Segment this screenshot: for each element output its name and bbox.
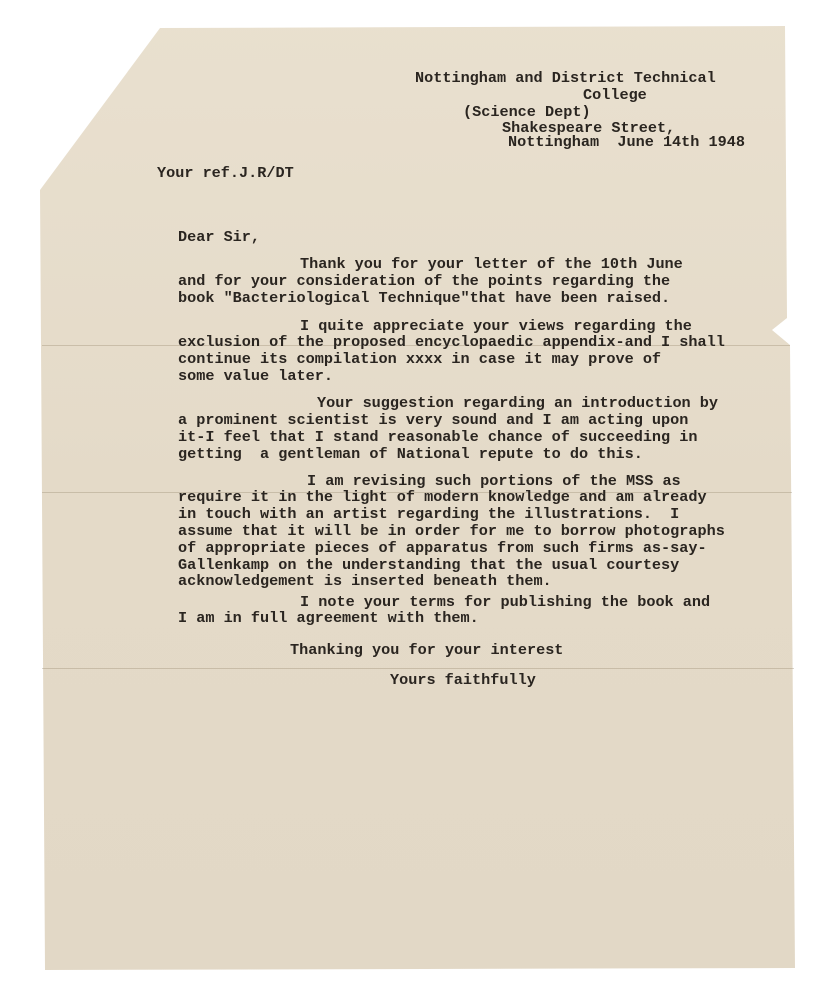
body-line: exclusion of the proposed encyclopaedic appendix-and I shall xyxy=(178,333,725,351)
body-line: I am revising such portions of the MSS as xyxy=(307,472,681,490)
body-line: book "Bacteriological Technique"that have been raised. xyxy=(178,289,671,307)
closing: Thanking you for your interest xyxy=(290,641,564,659)
body-line: in touch with an artist regarding the illustrations. I xyxy=(178,505,680,523)
body-line: some value later. xyxy=(178,367,333,385)
body-line: continue its compilation xxxx in case it may prove of xyxy=(178,350,662,368)
signoff: Yours faithfully xyxy=(390,671,536,689)
fold-line xyxy=(42,668,794,669)
body-line: assume that it will be in order for me to borrow photographs xyxy=(178,522,725,540)
letterhead-line: Nottingham and District Technical xyxy=(415,69,716,87)
body-line: I am in full agreement with them. xyxy=(178,609,479,627)
reference: Your ref.J.R/DT xyxy=(157,164,294,182)
body-line: a prominent scientist is very sound and I am acting upon xyxy=(178,411,689,429)
body-line: Thank you for your letter of the 10th June xyxy=(300,255,683,273)
letterhead-line: (Science Dept) xyxy=(463,103,591,121)
letterhead-date: Nottingham June 14th 1948 xyxy=(508,133,745,151)
body-line: of appropriate pieces of apparatus from such firms as-say- xyxy=(178,539,707,557)
salutation: Dear Sir, xyxy=(178,228,261,246)
body-line: it-I feel that I stand reasonable chance of succeeding in xyxy=(178,428,698,446)
letterhead-line: College xyxy=(583,86,647,104)
body-line: I quite appreciate your views regarding the xyxy=(300,317,692,335)
body-line: acknowledgement is inserted beneath them. xyxy=(178,572,552,590)
letterhead-line: Shakespeare Street, xyxy=(502,119,676,137)
body-line: Gallenkamp on the understanding that the usual courtesy xyxy=(178,556,680,574)
body-line: require it in the light of modern knowledge and am already xyxy=(178,488,707,506)
body-line: getting a gentleman of National repute to do this. xyxy=(178,445,643,463)
body-line: Your suggestion regarding an introduction by xyxy=(317,394,719,412)
body-line: I note your terms for publishing the book and xyxy=(300,593,711,611)
body-line: and for your consideration of the points regarding the xyxy=(178,272,671,290)
